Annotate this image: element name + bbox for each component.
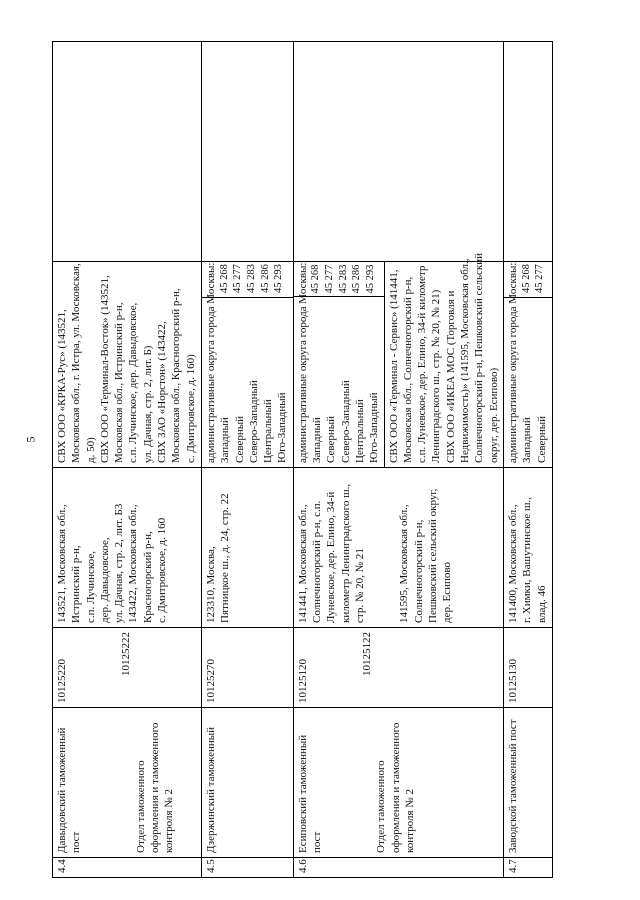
post-code-cell: 10125220 10125222 xyxy=(53,628,202,708)
post-name-cell: Заводской таможенный пост xyxy=(503,708,552,858)
districts-cell: административные округа города Москвы: Западный Северный xyxy=(503,298,552,468)
svh-cell: СВХ ООО «Терминал - Сервис» (141441, Московская обл., Солнечногорский р-н, с.п. Луневское, дер. Елино, 34-й километр Ленинградского ш., стр. № 20, № 21) СВХ ООО «ИКЕА МОС (Торговля и Недвижимость)» (141595, Московская обл., Солнечногорский р-н, Пешковский сельский округ, дер. Есипово) xyxy=(384,261,503,467)
rotated-table-sheet xyxy=(52,42,612,878)
notes-cell xyxy=(503,42,552,262)
row-number: 4.5 xyxy=(201,858,293,878)
post-name-cell: Есиповский таможенный пост Отдел таможенного оформления и таможенного контроля № 2 xyxy=(293,708,503,858)
row-number: 4.4 xyxy=(53,858,202,878)
notes-cell xyxy=(201,42,293,262)
table-row xyxy=(53,42,202,878)
page-number: 5 xyxy=(23,436,38,443)
row-number: 4.7 xyxy=(503,858,552,878)
post-code-cell: 10125130 xyxy=(503,628,552,708)
svh-cell: СВХ ООО «КРКА-Рус» (143521, Московская обл., г. Истра, ул. Московская, д. 50) СВХ ООО «Терминал-Восток» (143521, Московская обл., Истринский р-н, с.п. Лучинское, дер. Давыдовское, ул. Дачная, стр. 2, лит. Б) СВХ ЗАО «Норстон» (143422, Московская обл., Красногорский р-н, с. Дмитровское, д. 160) xyxy=(53,262,202,468)
table-row xyxy=(293,42,503,878)
address-cell: 123310, Москва, Пятницкое ш., д. 24, стр. 22 xyxy=(201,468,293,628)
oktmo-cell: 45 268 45 277 45 283 45 286 45 293 xyxy=(310,264,376,294)
districts-and-svh-cell xyxy=(293,253,503,468)
table-row xyxy=(201,42,293,878)
customs-posts-table xyxy=(52,41,553,878)
post-code-cell: 10125120 10125122 xyxy=(293,628,503,708)
post-code-cell: 10125270 xyxy=(201,628,293,708)
post-name-cell: Давыдовский таможенный пост Отдел таможенного оформления и таможенного контроля № 2 xyxy=(53,708,202,858)
row-number: 4.6 xyxy=(293,858,503,878)
notes-cell xyxy=(53,42,202,262)
nested-district-table xyxy=(294,253,503,467)
post-name-cell: Дзержинский таможенный xyxy=(201,708,293,858)
address-cell: 143521, Московская обл., Истринский р-н, с.п. Лучинское, дер. Давыдовское, ул. Дачная, стр. 2, лит. Б3 143422, Московская обл., Красногорский р-н, с. Дмитровское, д. 160 xyxy=(53,468,202,628)
oktmo-cell: 45 268 45 277 xyxy=(503,262,552,298)
districts-cell: административные округа города Москвы: Западный Северный Северо-Западный Центральный Юго-Западный xyxy=(294,297,384,467)
table-row xyxy=(503,42,552,878)
oktmo-cell: 45 268 45 277 45 283 45 286 45 293 xyxy=(201,262,293,298)
notes-cell xyxy=(293,42,503,262)
address-cell: 141441, Московская обл., Солнечногорский р-н, с.п. Луневское, дер. Елино, 34-й километр Ленинградского ш., стр. № 20, № 21 141595, Московская обл., Солнечногорский р-н, Пешковский сельский округ, дер. Есипово xyxy=(293,468,503,628)
districts-cell: административные округа города Москвы: Западный Северный Северо-Западный Центральный Юго-Западный xyxy=(201,298,293,468)
address-cell: 141400, Московская обл., г. Химки, Вашутинское ш., влад. 46 xyxy=(503,468,552,628)
